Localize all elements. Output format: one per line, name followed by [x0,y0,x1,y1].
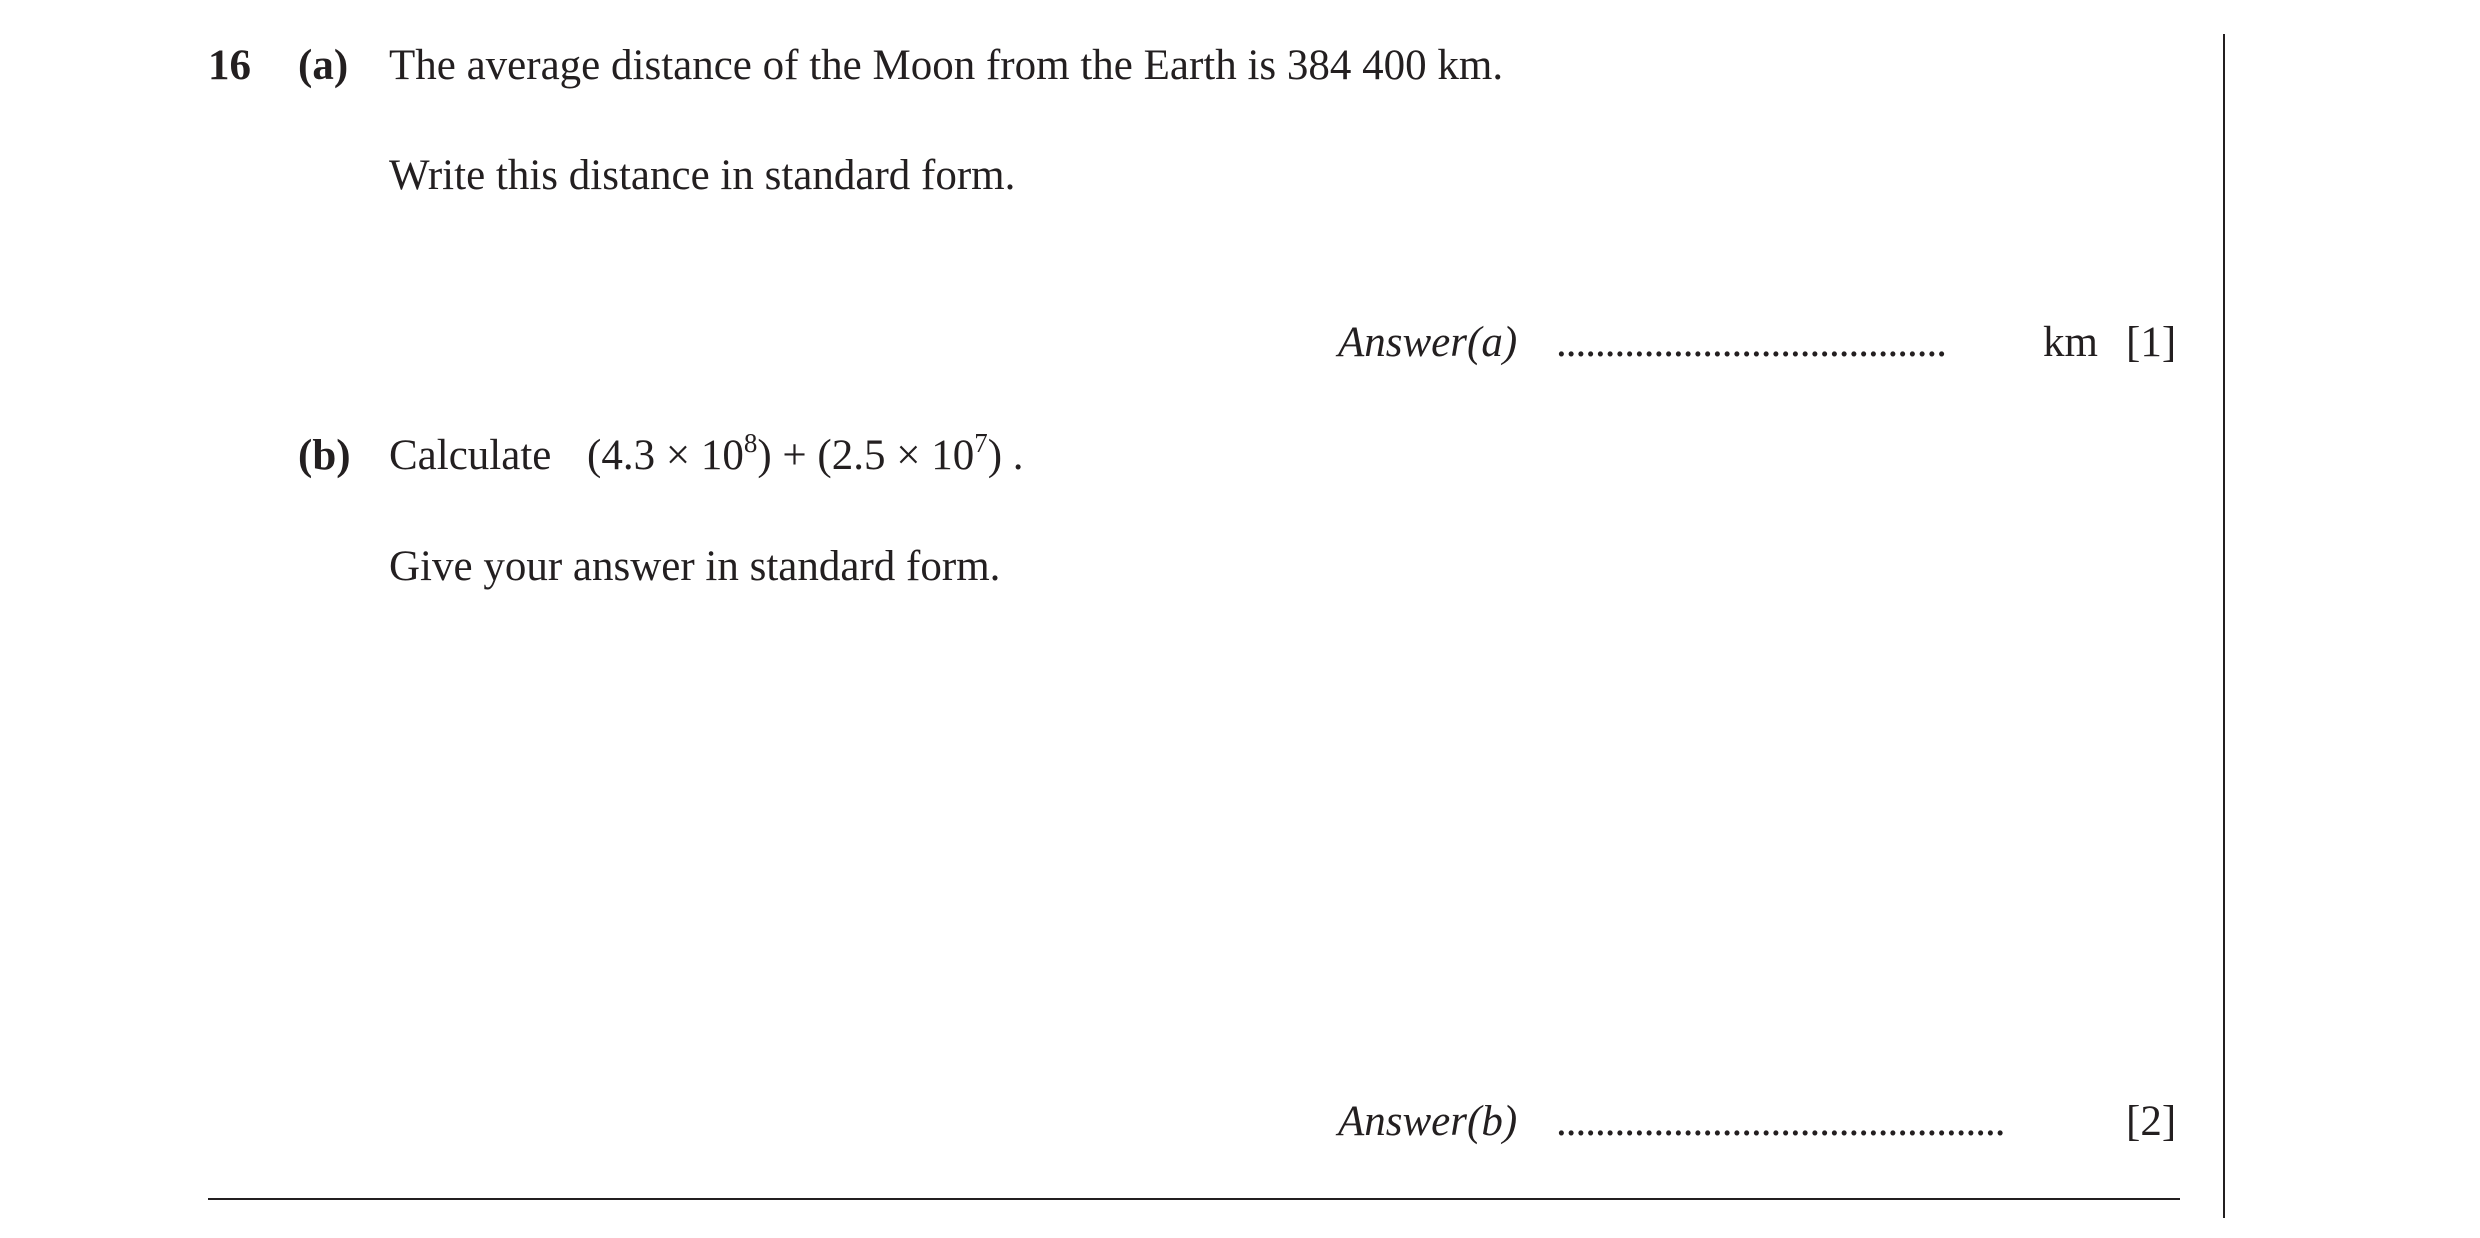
margin-rule [2223,34,2225,1218]
part-a-unit: km [2043,319,2098,366]
bottom-rule [208,1198,2180,1200]
exponent-2: 7 [974,428,988,458]
part-b-answer-line[interactable]: .............................................. [1556,1098,2005,1145]
part-b-expression [587,428,1024,479]
expression-close: ) . [987,432,1024,479]
part-a-label: (a) [298,42,349,89]
exponent-1: 8 [743,428,758,458]
question-number: 16 [208,42,251,89]
part-b-instruction: Give your answer in standard form. [389,543,1001,590]
part-a-marks: [1] [2126,319,2177,366]
part-b-question-text: Calculate [389,432,552,479]
part-a-answer-line[interactable]: ........................................ [1556,319,1946,366]
part-b-label: (b) [298,432,351,479]
part-b-answer-label: Answer(b) [1338,1098,1518,1145]
part-b-marks: [2] [2126,1098,2177,1145]
expression-term-2: ) + (2.5 × 10 [757,432,975,479]
part-a-instruction: Write this distance in standard form. [389,152,1016,199]
part-a-question-text: The average distance of the Moon from the Earth is 384 400 km. [389,42,1504,89]
expression-term-1: (4.3 × 10 [587,432,744,479]
part-a-answer-label: Answer(a) [1338,319,1518,366]
